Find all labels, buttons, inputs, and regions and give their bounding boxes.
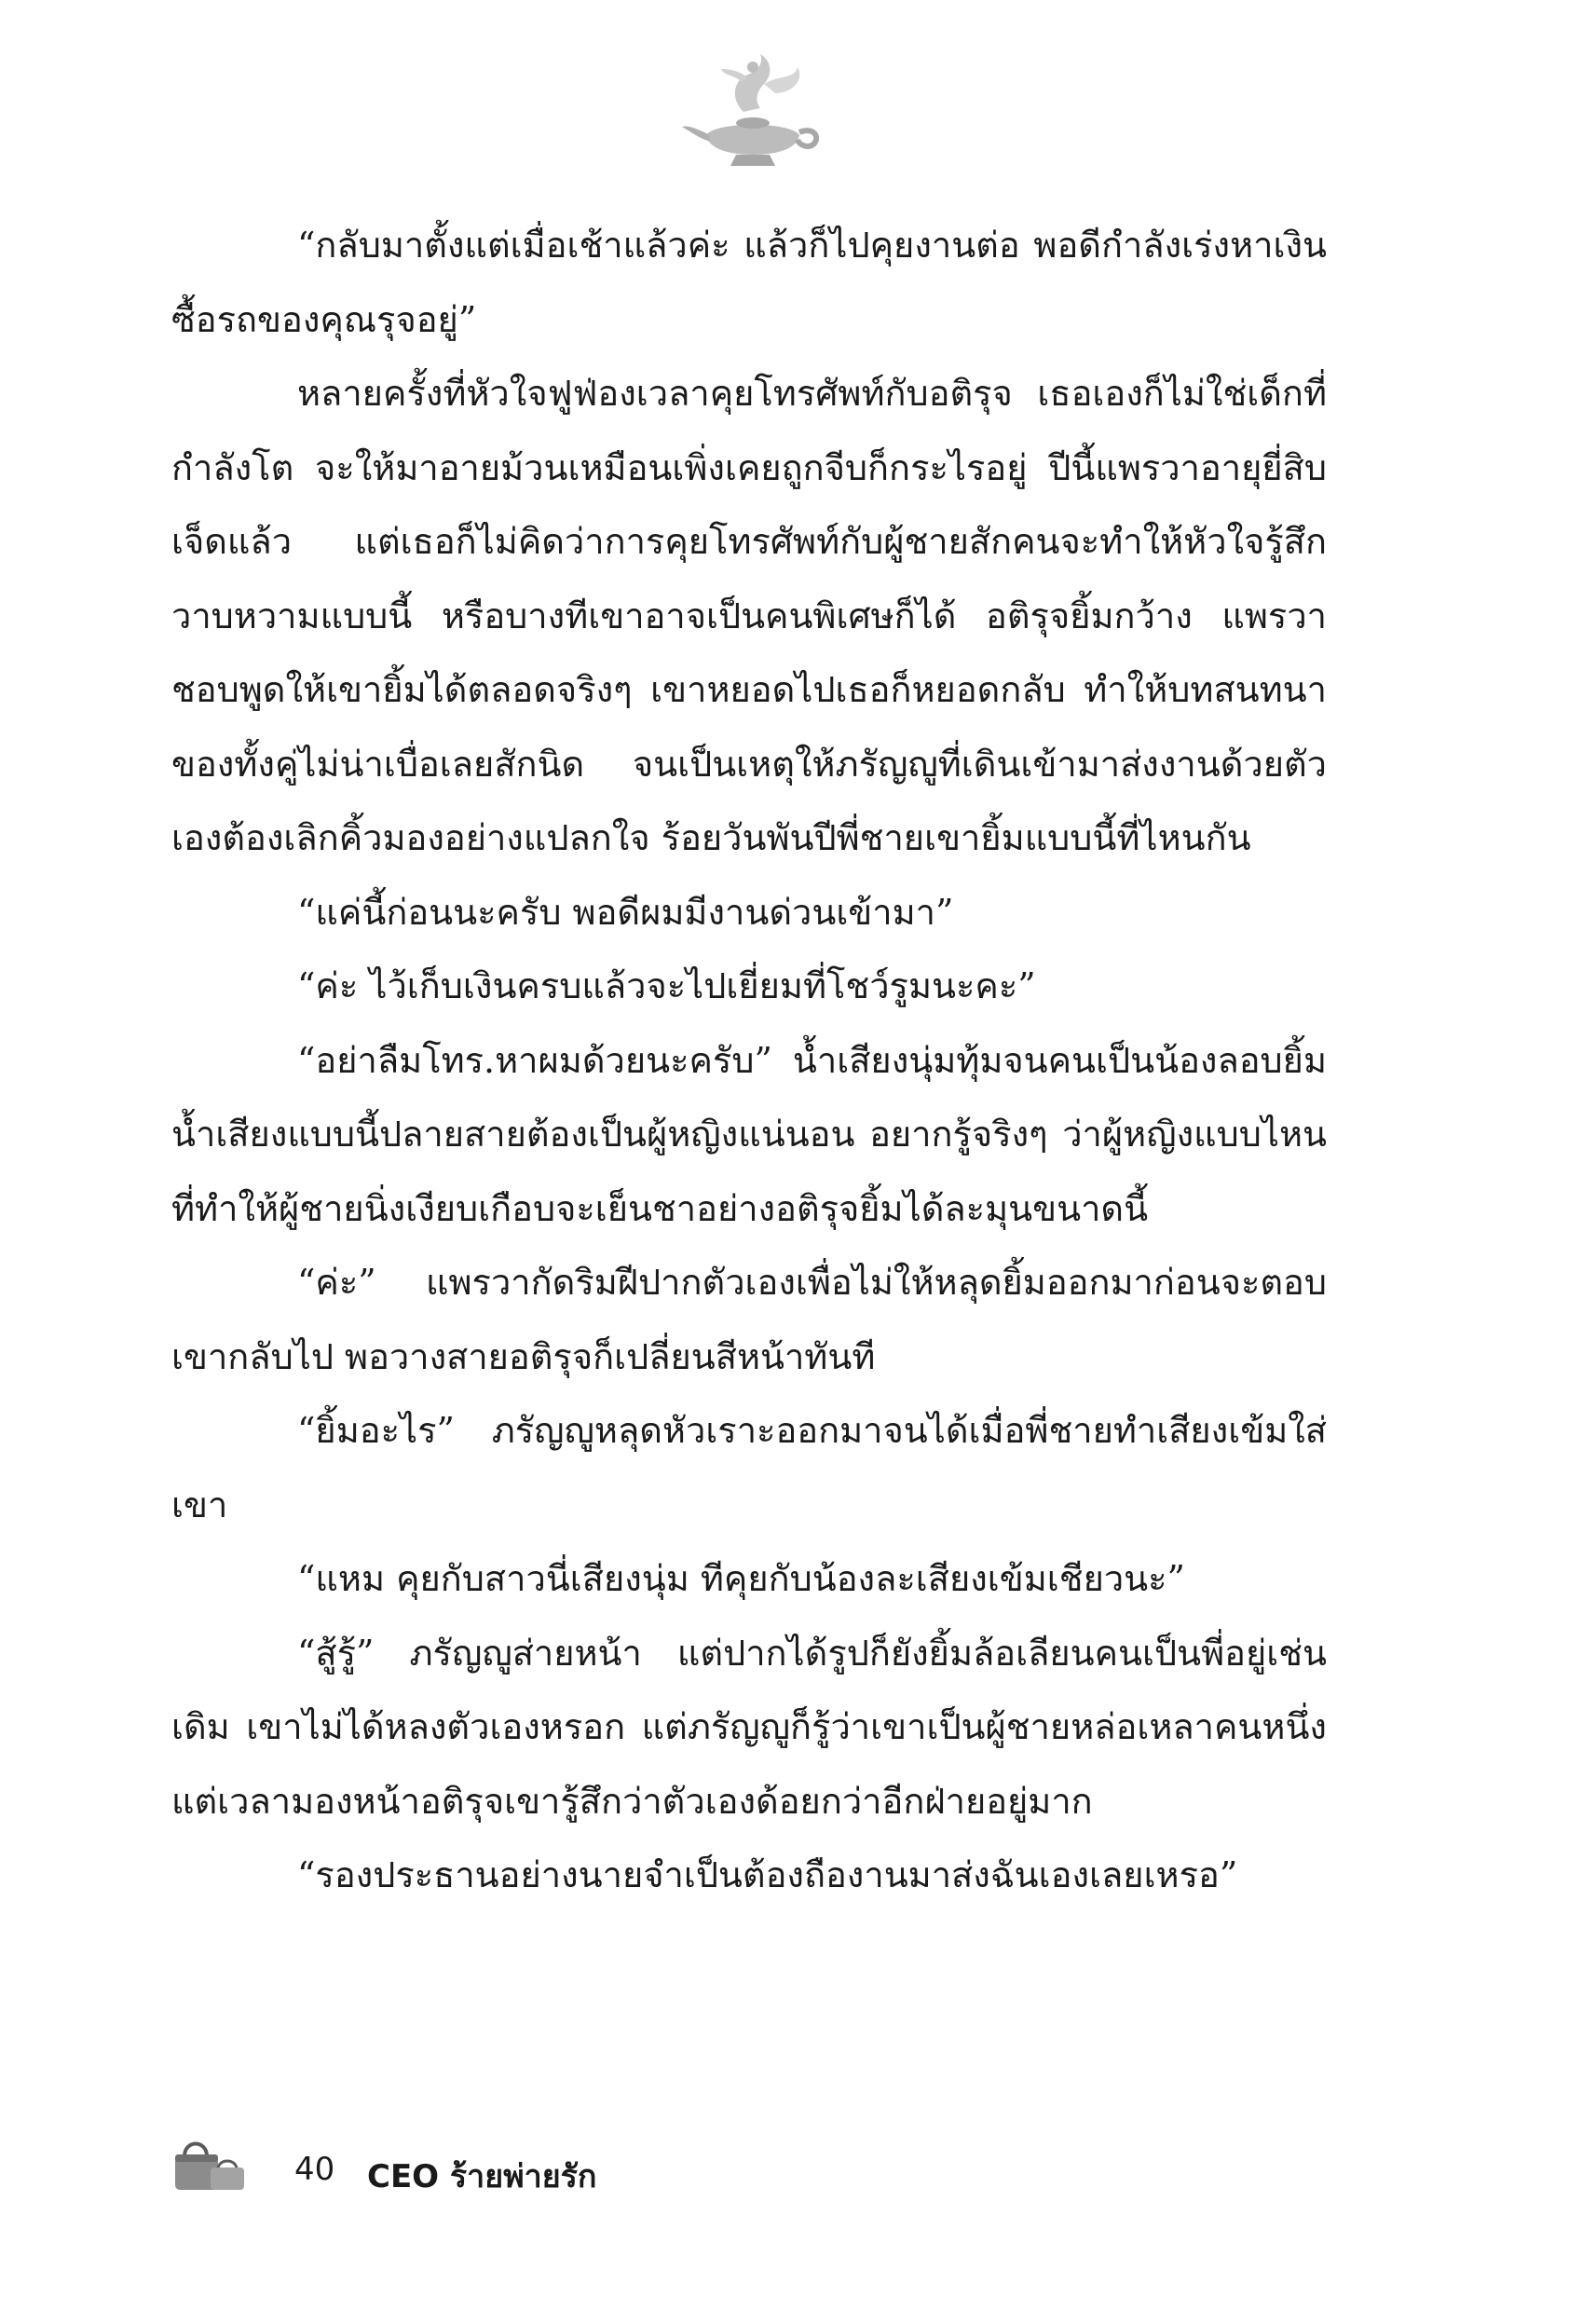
paragraph: หลายครั้งที่หัวใจฟูฟ่องเวลาคุยโทรศัพท์กับอติรุจ เธอเองก็ไม่ใช่เด็กที่กำลังโต จะให้มาอายม้วนเหมือนเพิ่งเคยถูกจีบก็กระไรอยู่ ปีนี้แพรวาอายุยี่สิบเจ็ดแล้ว แต่เธอก็ไม่คิดว่าการคุยโทรศัพท์กับผู้ชายสักคนจะทำให้หัวใจรู้สึกวาบหวามแบบนี้ หรือบางทีเขาอาจเป็นคนพิเศษก็ได้ อติรุจยิ้มกว้าง แพรวาชอบพูดให้เขายิ้มได้ตลอดจริงๆ เขาหยอดไปเธอก็หยอดกลับ ทำให้บทสนทนาของทั้งคู่ไม่น่าเบื่อเลยสักนิด จนเป็นเหตุให้ภรัญญูที่เดินเข้ามาส่งงานด้วยตัวเองต้องเลิกคิ้วมองอย่างแปลกใจ ร้อยวันพันปีพี่ชายเขายิ้มแบบนี้ที่ไหนกัน	[171, 373, 1327, 858]
page-footer	[171, 2125, 824, 2199]
paragraph: “ค่ะ ไว้เก็บเงินครบแล้วจะไปเยี่ยมที่โชว์รูมนะคะ”	[297, 965, 1036, 1006]
paragraph: “ค่ะ” แพรวากัดริมฝีปากตัวเองเพื่อไม่ให้หลุดยิ้มออกมาก่อนจะตอบเขากลับไป พอวางสายอติรุจก็เปลี่ยนสีหน้าทันที	[171, 1262, 1327, 1377]
running-title: CEO ร้ายพ่ายรัก	[367, 2158, 597, 2195]
paragraph: “สู้รู้” ภรัญญูส่ายหน้า แต่ปากได้รูปก็ยังยิ้มล้อเลียนคนเป็นพี่อยู่เช่นเดิม เขาไม่ได้หลงตัวเองหรอก แต่ภรัญญูก็รู้ว่าเขาเป็นผู้ชายหล่อเหลาคนหนึ่ง แต่เวลามองหน้าอติรุจเขารู้สึกว่าตัวเองด้อยกว่าอีกฝ่ายอยู่มาก	[171, 1632, 1327, 1822]
page-number: 40	[294, 2151, 335, 2188]
paragraph: “กลับมาตั้งแต่เมื่อเช้าแล้วค่ะ แล้วก็ไปคุยงานต่อ พอดีกำลังเร่งหาเงินซื้อรถของคุณรุจอยู่”	[171, 225, 1327, 340]
paragraph: “แค่นี้ก่อนนะครับ พอดีผมมีงานด่วนเข้ามา”	[297, 891, 954, 933]
paragraph: “รองประธานอย่างนายจำเป็นต้องถืองานมาส่งฉันเองเลยเหรอ”	[297, 1854, 1238, 1895]
handbag-icon	[171, 2136, 255, 2192]
genie-lamp-ornament-icon	[678, 47, 827, 172]
body-text	[171, 209, 1327, 1913]
paragraph: “ยิ้มอะไร” ภรัญญูหลุดหัวเราะออกมาจนได้เมื่อพี่ชายทำเสียงเข้มใส่เขา	[171, 1410, 1327, 1525]
paragraph: “อย่าลืมโทร.หาผมด้วยนะครับ” น้ำเสียงนุ่มทุ้มจนคนเป็นน้องลอบยิ้ม น้ำเสียงแบบนี้ปลายสายต้องเป็นผู้หญิงแน่นอน อยากรู้จริงๆ ว่าผู้หญิงแบบไหนที่ทำให้ผู้ชายนิ่งเงียบเกือบจะเย็นชาอย่างอติรุจยิ้มได้ละมุนขนาดนี้	[171, 1039, 1327, 1229]
paragraph: “แหม คุยกับสาวนี่เสียงนุ่ม ทีคุยกับน้องละเสียงเข้มเชียวนะ”	[297, 1558, 1185, 1599]
